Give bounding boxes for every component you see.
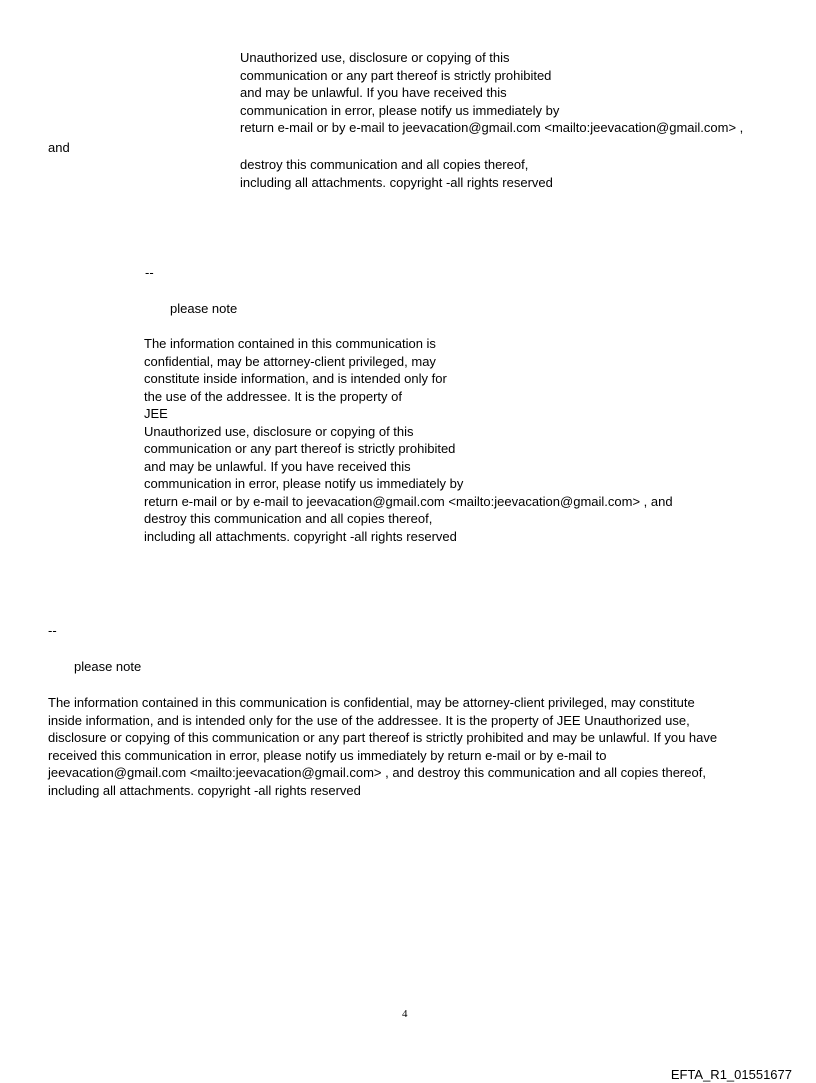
text-line: Unauthorized use, disclosure or copying of this	[240, 50, 510, 65]
text-line: destroy this communication and all copies thereof,	[240, 157, 529, 172]
text-line: return e-mail or by e-mail to jeevacation@gmail.com <mailto:jeevacation@gmail.com> ,	[240, 120, 744, 135]
text-line: communication or any part thereof is strictly prohibited	[144, 441, 456, 456]
text-line: communication in error, please notify us immediately by	[240, 102, 560, 118]
text-line: destroy this communication and all copies thereof,	[144, 511, 433, 526]
section-heading: please note	[74, 659, 142, 674]
text-line: including all attachments. copyright -all rights reserved	[240, 174, 553, 190]
section-heading: please note	[170, 301, 238, 316]
disclaimer-block-3	[48, 694, 717, 799]
text-line: constitute inside information, and is intended only for	[144, 371, 447, 386]
text-line: communication in error, please notify us immediately by	[144, 476, 464, 491]
separator: --	[145, 265, 154, 280]
separator: --	[48, 623, 57, 638]
wrapped-word-and: and	[48, 140, 70, 155]
text-line: The information contained in this communication is	[144, 336, 436, 351]
text-line: confidential, may be attorney-client privileged, may	[144, 353, 436, 369]
text-line: inside information, and is intended only for the use of the addressee. It is the property of JEE Unauthorized use,	[48, 712, 690, 728]
text-line: disclosure or copying of this communication or any part thereof is strictly prohibited and may be unlawful. If you have	[48, 730, 718, 745]
page-number: 4	[402, 1008, 408, 1020]
text-line: including all attachments. copyright -all rights reserved	[144, 528, 457, 544]
text-line: jeevacation@gmail.com <mailto:jeevacation@gmail.com> , and destroy this communication and all copies thereof,	[48, 765, 706, 780]
text-line: communication or any part thereof is strictly prohibited	[240, 67, 552, 83]
text-line: Unauthorized use, disclosure or copying of this	[144, 423, 414, 439]
text-line: and may be unlawful. If you have received this	[240, 85, 507, 100]
disclaimer-block-1	[240, 49, 743, 137]
text-line: return e-mail or by e-mail to jeevacation@gmail.com <mailto:jeevacation@gmail.com> , and	[144, 493, 673, 509]
text-line: received this communication in error, please notify us immediately by return e-mail or by e-mail to	[48, 747, 607, 763]
text-line: the use of the addressee. It is the property of	[144, 388, 402, 404]
text-line: and may be unlawful. If you have received this	[144, 458, 411, 474]
text-line: JEE	[144, 406, 168, 421]
document-id: EFTA_R1_01551677	[670, 1067, 792, 1082]
text-line: including all attachments. copyright -all rights reserved	[48, 782, 361, 798]
disclaimer-block-2	[144, 335, 673, 545]
disclaimer-block-1-continued	[240, 156, 553, 191]
text-line: The information contained in this communication is confidential, may be attorney-client privileged, may constitute	[48, 695, 695, 710]
